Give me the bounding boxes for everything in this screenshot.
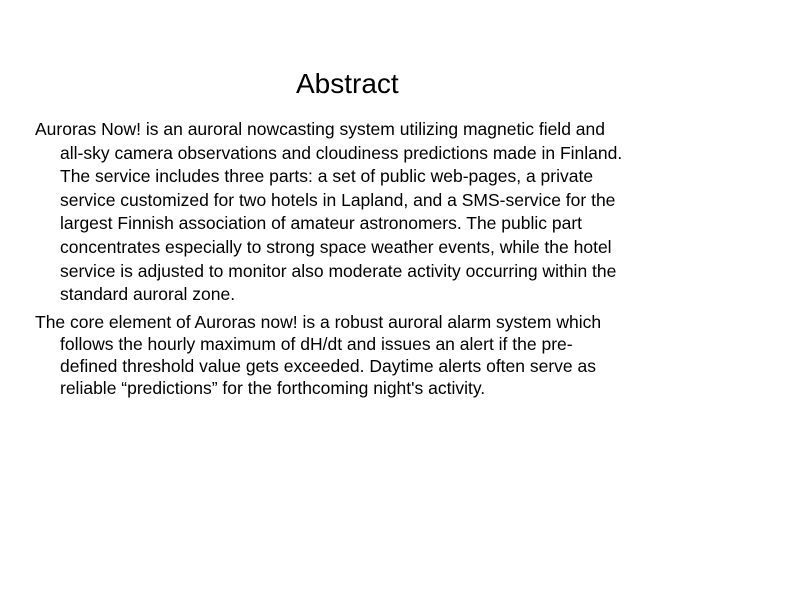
paragraph-line: Auroras Now! is an auroral nowcasting system utilizing magnetic field and <box>35 119 605 139</box>
paragraph-line: follows the hourly maximum of dH/dt and issues an alert if the pre- <box>60 334 573 354</box>
paragraph-line: reliable “predictions” for the forthcoming night's activity. <box>60 378 486 398</box>
paragraph-line: service customized for two hotels in Lapland, and a SMS-service for the <box>60 189 616 210</box>
paragraph-line: defined threshold value gets exceeded. Daytime alerts often serve as <box>60 356 597 376</box>
paragraph-line: largest Finnish association of amateur astronomers. The public part <box>60 213 583 234</box>
abstract-paragraph-2 <box>35 311 725 399</box>
paragraph-line: service is adjusted to monitor also moderate activity occurring within the <box>60 260 617 281</box>
paragraph-line: concentrates especially to strong space weather events, while the hotel <box>60 236 612 257</box>
paragraph-line: standard auroral zone. <box>60 284 236 305</box>
abstract-paragraph-1 <box>35 118 725 307</box>
paragraph-line: all-sky camera observations and cloudiness predictions made in Finland. <box>60 142 623 163</box>
slide-title: Abstract <box>296 68 399 99</box>
paragraph-line: The core element of Auroras now! is a robust auroral alarm system which <box>35 312 602 332</box>
paragraph-line: The service includes three parts: a set of public web-pages, a private <box>60 166 594 187</box>
